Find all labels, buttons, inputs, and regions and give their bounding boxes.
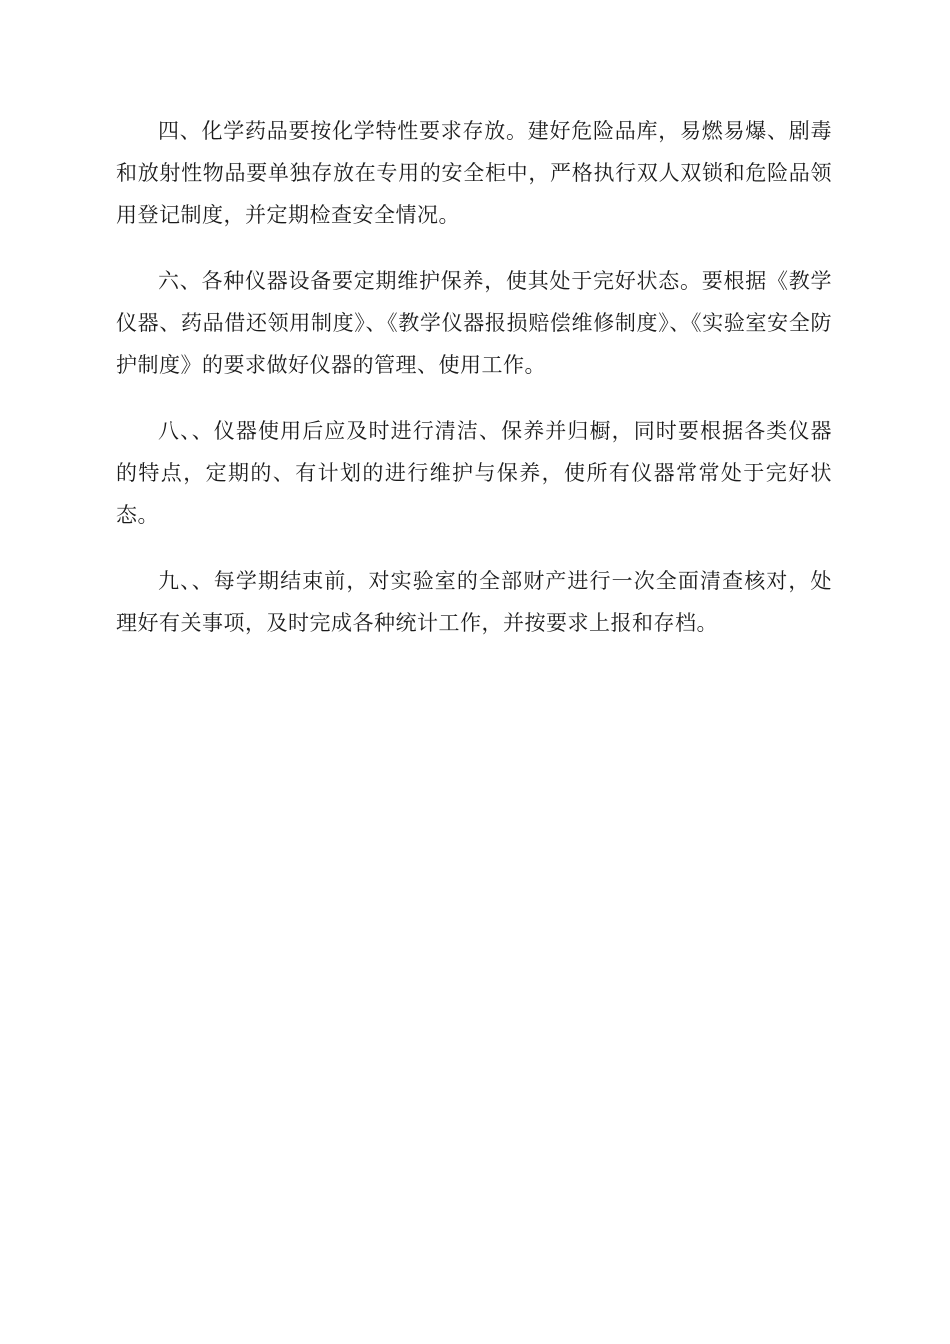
paragraph-item-9: 九、、每学期结束前，对实验室的全部财产进行一次全面清查核对，处理好有关事项，及时完成各种统计工作，并按要求上报和存档。 <box>116 569 832 635</box>
document-body <box>116 110 832 668</box>
paragraph-item-6: 六、各种仪器设备要定期维护保养，使其处于完好状态。要根据《教学仪器、药品借还领用制度》、《教学仪器报损赔偿维修制度》、《实验室安全防护制度》的要求做好仪器的管理、使用工作。 <box>116 269 832 377</box>
paragraph-item-4: 四、化学药品要按化学特性要求存放。建好危险品库，易燃易爆、剧毒和放射性物品要单独存放在专用的安全柜中，严格执行双人双锁和危险品领用登记制度，并定期检查安全情况。 <box>116 119 832 227</box>
paragraph-item-8: 八、、仪器使用后应及时进行清洁、保养并归橱，同时要根据各类仪器的特点，定期的、有计划的进行维护与保养，使所有仪器常常处于完好状态。 <box>116 419 832 527</box>
